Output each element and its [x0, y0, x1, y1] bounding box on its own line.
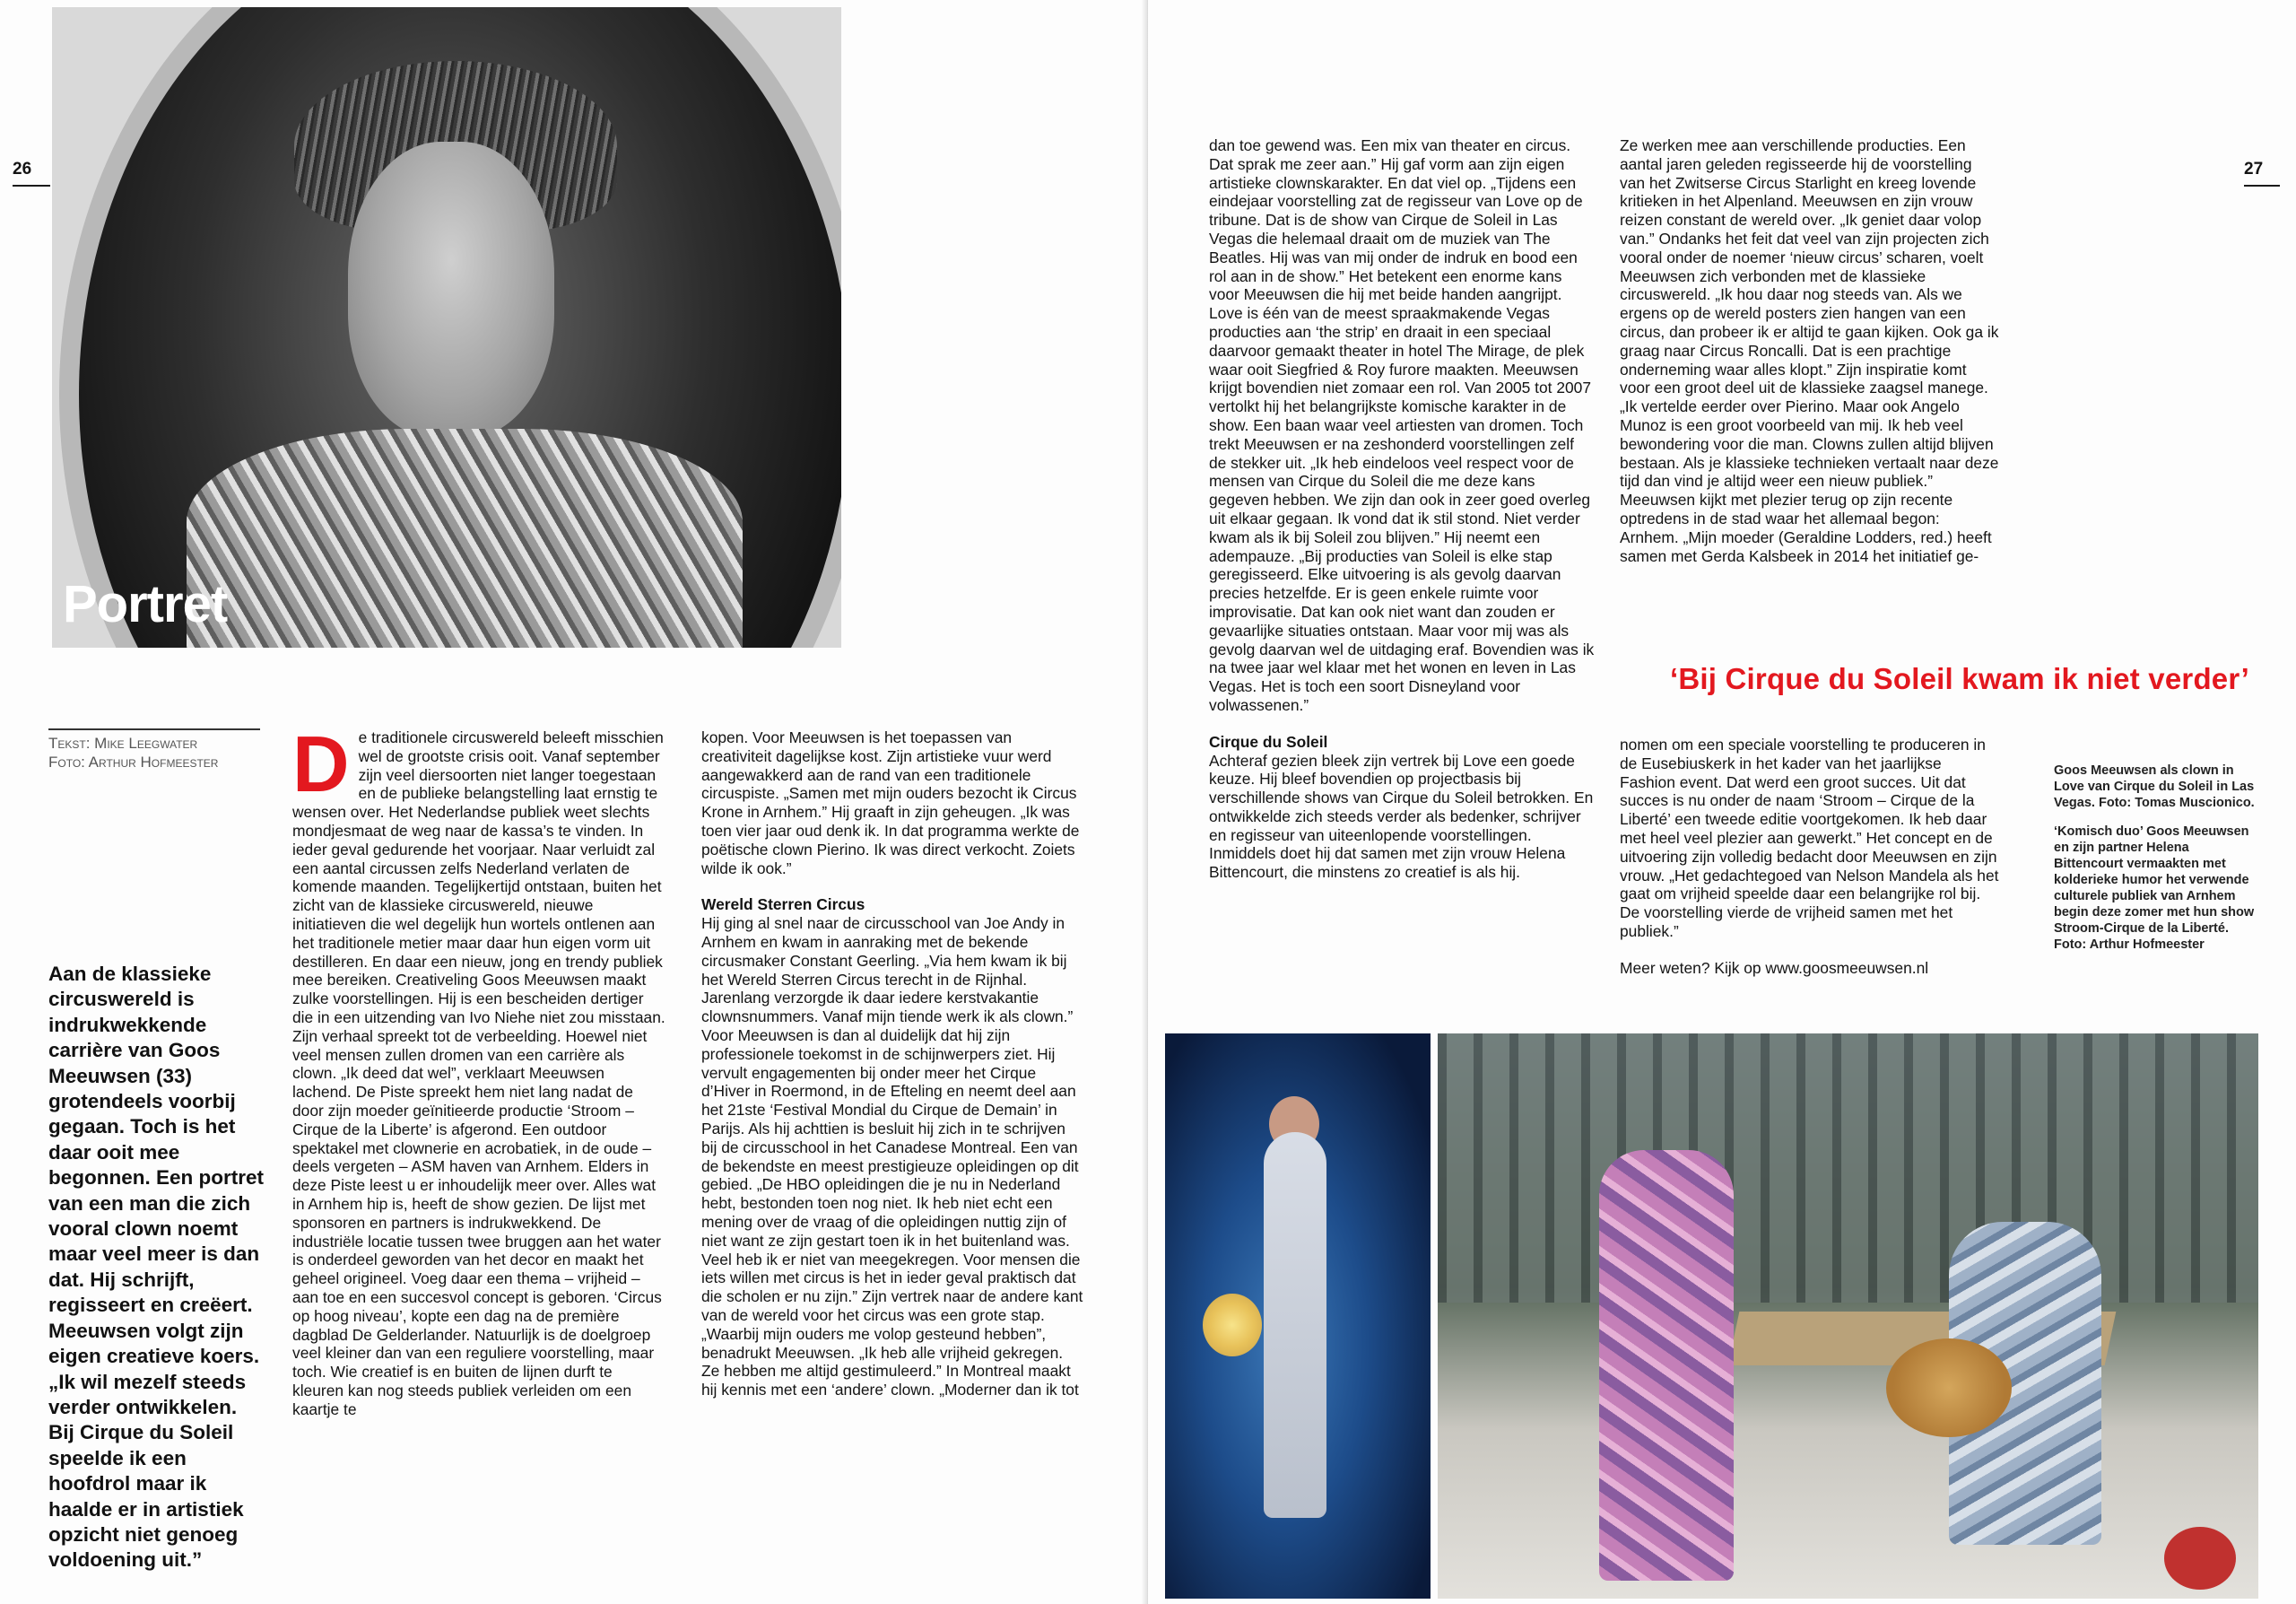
- byline-photo: Foto: Arthur Hofmeester: [48, 754, 219, 771]
- byline: [48, 728, 260, 771]
- harbor-pier: [1438, 1033, 2258, 1303]
- clown-figure: [1264, 1132, 1326, 1518]
- photo-captions: [2054, 763, 2258, 965]
- subheading: Wereld Sterren Circus: [701, 895, 865, 914]
- right-column-2-bottom: [1620, 736, 2000, 978]
- website-footer: Meer weten? Kijk op www.goosmeeuwsen.nl: [1620, 958, 1929, 977]
- body-text: kopen. Voor Meeuwsen is het toepassen van creativiteit dagelijkse kost. Zijn artistieke vuur werd aangewakkerd aan de rand van een traditionele circuspiste. „Samen met mijn ouders bezocht ik Circus Krone in Arnhem.” Hij graaft in zijn geheugen. „Ik was toen vier jaar oud denk ik. In dat programma werkte de poëtische clown Pierino. Ik was direct verkocht. Zoiets wilde ik ook.”: [701, 728, 1080, 877]
- portrait-jacket: [187, 429, 743, 648]
- performer-man: [1599, 1150, 1734, 1581]
- body-text: Ze werken mee aan verschillende producties. Een aantal jaren geleden regisseerde hij de voorstelling van het Zwitserse Circus Starlight en kreeg lovende kritieken in het Alpenland. Meeuwsen en zijn vrouw reizen constant de wereld over. „Ik geniet daar volop van.” Ondanks het feit dat veel van zijn projecten zich vooral onder de noemer ‘nieuw circus’ scharen, voelt Meeuwsen zich verbonden met de klassieke circuswereld. „Ik hou daar nog steeds van. Als we ergens op de wereld posters zien hangen van een circus, dan probeer ik er altijd te gaan kijken. Ook ga ik graag naar Circus Roncalli. Dat is een prachtige onderneming waar alles klopt.” Zijn inspiratie komt voor een groot deel uit de klassieke zaagsel manege. „Ik vertelde eerder over Pierino. Maar ook Angelo Munoz is een groot voorbeeld van mij. Ik heb veel bewondering voor die man. Clowns zullen altijd blijven bestaan. Als je klassieke technieken vertaalt naar deze tijd dan vind je altijd weer een nieuw publiek.” Meeuwsen kijkt met plezier terug op zijn recente optredens in de stad waar het allemaal begon: Arnhem. „Mijn moeder (Geraldine Lodders, red.) heeft samen met Gerda Kalsbeek in 2014 het initiatief ge-: [1620, 136, 1999, 565]
- page-number-left: 26: [13, 160, 32, 179]
- portrait-face: [348, 142, 554, 438]
- right-column-2-top: [1620, 136, 2000, 565]
- body-text: dan toe gewend was. Een mix van theater en circus. Dat sprak me zeer aan.” Hij gaf vorm aan zijn eigen artistieke clownskarakter. En dat viel op. „Tijdens een eindejaar voorstelling zat de regisseur van Love op de tribune. Dat is de show van Cirque de Soleil in Las Vegas die helemaal draait om de muziek van The Beatles. Hij was van mij onder de indruk en bood een rol aan in de show.” Het betekent een enorme kans voor Meeuwsen die hij met beide handen aangrijpt. Love is één van de meest spraakmakende Vegas producties aan ‘the strip’ en draait in een speciaal daarvoor gemaakt theater in hotel The Mirage, de plek waar ooit Siegfried & Roy furore maakten. Meeuwsen krijgt bovendien niet zomaar een rol. Van 2005 tot 2007 vertolkt hij het belangrijkste komische karakter in de show. Een baan waar veel artiesten van dromen. Toch trekt Meeuwsen er na zeshonderd voorstellingen zelf de stekker uit. „Ik heb eindeloos veel respect voor de mensen van Cirque du Soleil die me deze kans gegeven hebben. We zijn dan ook in zeer goed overleg uit elkaar gegaan. Ik vond dat ik stil stond. Niet verder kwam als ik bij Soleil zou blijven.” Hij neemt een adempauze. „Bij producties van Soleil is elke stap geregisseerd. Elke uitvoering is als gevolg daarvan precies hetzelfde. Er is geen enkele ruimte voor improvisatie. Dat kan ook niet want dan zouden er gevaarlijke situaties ontstaan. Maar voor mij was als gevolg daarvan wel de uitdaging eraf. Bovendien was ik na twee jaar wel klaar met het wonen en leven in Las Vegas. Het is toch een soort Disneyland voor volwassenen.”: [1209, 136, 1595, 714]
- section-label: Portret: [63, 575, 228, 633]
- left-column-2: [701, 728, 1085, 1399]
- left-column-1: [292, 719, 667, 1418]
- portrait-photo: [52, 7, 841, 648]
- duo-performance-photo: [1438, 1033, 2258, 1599]
- red-wheel: [2164, 1527, 2236, 1590]
- subheading: Cirque du Soleil: [1209, 732, 1328, 751]
- drop-cap: D: [292, 719, 350, 808]
- flower-bouquet: [1203, 1294, 1262, 1356]
- intro-paragraph: Aan de klassieke circuswereld is indrukwekkende carrière van Goos Meeuwsen (33) grotendeels voorbij gegaan. Toch is het daar ooit mee begonnen. Een portret van een man die zich vooral clown noemt maar veel meer is dan dat. Hij schrijft, regisseert en creëert. Meeuwsen volgt zijn eigen creatieve koers. „Ik wil mezelf steeds verder ontwikkelen. Bij Cirque du Soleil speelde ik een hoofdrol maar ik haalde er in artistiek opzicht niet genoeg voldoening uit.”: [48, 963, 265, 1572]
- guitar: [1886, 1338, 2012, 1437]
- pull-quote: ‘Bij Cirque du Soleil kwam ik niet verder’: [1670, 662, 2249, 695]
- folio-rule-right: [2244, 185, 2280, 187]
- right-column-1: [1209, 136, 1595, 882]
- caption-stroom: ‘Komisch duo’ Goos Meeuwsen en zijn partner Helena Bittencourt vermaakten met kolderieke humor het verwende culturele publiek van Arnhem begin deze zomer met hun show Stroom-Cirque de la Liberté. Foto: Arthur Hofmeester: [2054, 824, 2255, 952]
- folio-rule-left: [13, 185, 50, 187]
- body-text: nomen om een speciale voorstelling te produceren in de Eusebiuskerk in het kader van het jaarlijkse Fashion event. Dat werd een groot succes. Uit dat succes is nu onder de naam ‘Stroom – Cirque de la Liberté’ een tweede editie voortgekomen. Ik heb daar met heel veel plezier aan gewerkt.” Het concept en de uitvoering zijn volledig bedacht door Meeuwsen en zijn vrouw. „Het gedachtegoed van Nelson Mandela als het gaat om vrijheid speelde daar een belangrijke rol bij. De voorstelling vierde de vrijheid samen met het publiek.”: [1620, 736, 1999, 940]
- byline-text: Tekst: Mike Leegwater: [48, 735, 198, 752]
- body-text: Hij ging al snel naar de circusschool van Joe Andy in Arnhem en kwam in aanraking met de bekende circusmaker Constant Geerling. „Via hem kwam ik bij het Wereld Sterren Circus terecht in de Rijnhal. Jarenlang verzorgde ik daar iedere kerstvakantie clownsnummers. Vanaf mijn tiende werk ik als clown.” Voor Meeuwsen is dan al duidelijk dat hij zijn professionele toekomst in de schijnwerpers ziet. Hij vervult engagementen bij onder meer het Cirque d’Hiver in Roermond, in de Efteling en neemt deel aan het 21ste ‘Festival Mondial du Cirque de Demain’ in Parijs. Als hij achttien is besluit hij zich in te schrijven bij de circusschool in het Canadese Montreal. Een van de bekendste en meest prestigieuze opleidingen op dit gebied. „De HBO opleidingen die je nu in Nederland hebt, bestonden toen nog niet. Ik heb niet echt een mening over de vraag of die opleidingen nuttig zijn of niet want ze zijn gestart toen ik in het buitenland was. Veel heb ik er niet van meegekregen. Voor mensen die iets willen met circus is het in ieder geval praktisch dat die scholen er nu zijn.” Zijn vertrek naar de andere kant van de wereld voor het circus was een grote stap. „Waarbij mijn ouders me volop gesteund hebben”, benadrukt Meeuwsen. „Ik heb alle vrijheid gekregen. Ze hebben me altijd gestimuleerd.” In Montreal maakt hij kennis met een ‘andere’ clown. „Moderner dan ik tot: [701, 914, 1083, 1399]
- body-text: Achteraf gezien bleek zijn vertrek bij Love een goede keuze. Hij bleef bovendien op projectbasis bij verschillende shows van Cirque du Soleil betrokken. En ontwikkelde zich steeds verder als bedenker, schrijver en regisseur van uiteenlopende voorstellingen. Inmiddels doet hij dat samen met zijn vrouw Helena Bittencourt, die minstens zo creatief is als hij.: [1209, 751, 1594, 882]
- page-number-right: 27: [2244, 160, 2264, 179]
- caption-love: Goos Meeuwsen als clown in Love van Cirque du Soleil in Las Vegas. Foto: Tomas Muscionico.: [2054, 763, 2255, 810]
- stage-clown-photo: [1165, 1033, 1431, 1599]
- body-text: e traditionele circuswereld beleeft misschien wel de grootste crisis ooit. Vanaf september zijn veel diersoorten niet langer toegestaan en de publieke belangstelling laat ernstig te wensen over. Het Nederlandse publiek weet slechts mondjesmaat de weg naar de kassa’s te vinden. In ieder geval gedurende het voorjaar. Naar verluidt zal een aantal circussen zelfs Nederland verlaten de komende maanden. Tegelijkertijd ontstaan, buiten het zicht van de klassieke circuswereld, nieuwe initiatieven die wel degelijk hun wortels ontlenen aan het traditionele metier maar daar hun eigen vorm uit destilleren. En daar een nieuw, jong en trendy publiek mee bereiken. Creativeling Goos Meeuwsen maakt zulke voorstellingen. Hij is een bescheiden dertiger die in een uitzending van Ivo Niehe niet zou misstaan. Zijn verhaal spreekt tot de verbeelding. Hoewel niet veel mensen zullen dromen van een carrière als clown. „Ik deed dat wel”, verklaart Meeuwsen lachend. De Piste spreekt hem niet lang nadat de door zijn moeder geïnitieerde productie ‘Stroom – Cirque de la Liberte’ is afgerond. Een outdoor spektakel met clownerie en acrobatiek, in de oude – deels vergeten – ASM haven van Arnhem. Elders in deze Piste leest u er inhoudelijk meer over. Alles wat in Arnhem hip is, heeft de show gezien. De lijst met sponsoren en partners is indrukwekkend. De industriële locatie tussen twee bruggen aan het water is onderdeel geworden van het decor en maakt het geheel origineel. Voeg daar een thema – vrijheid – aan toe en een succesvol concept is geboren. ‘Circus op hoog niveau’, kopte een dag na de première dagblad De Gelderlander. Natuurlijk is de doelgroep veel kleiner dan van een reguliere voorstelling, maar toch. Wie creatief is en buiten de lijnen durft te kleuren kan nog steeds publiek verleiden om een kaartje te: [292, 728, 665, 1418]
